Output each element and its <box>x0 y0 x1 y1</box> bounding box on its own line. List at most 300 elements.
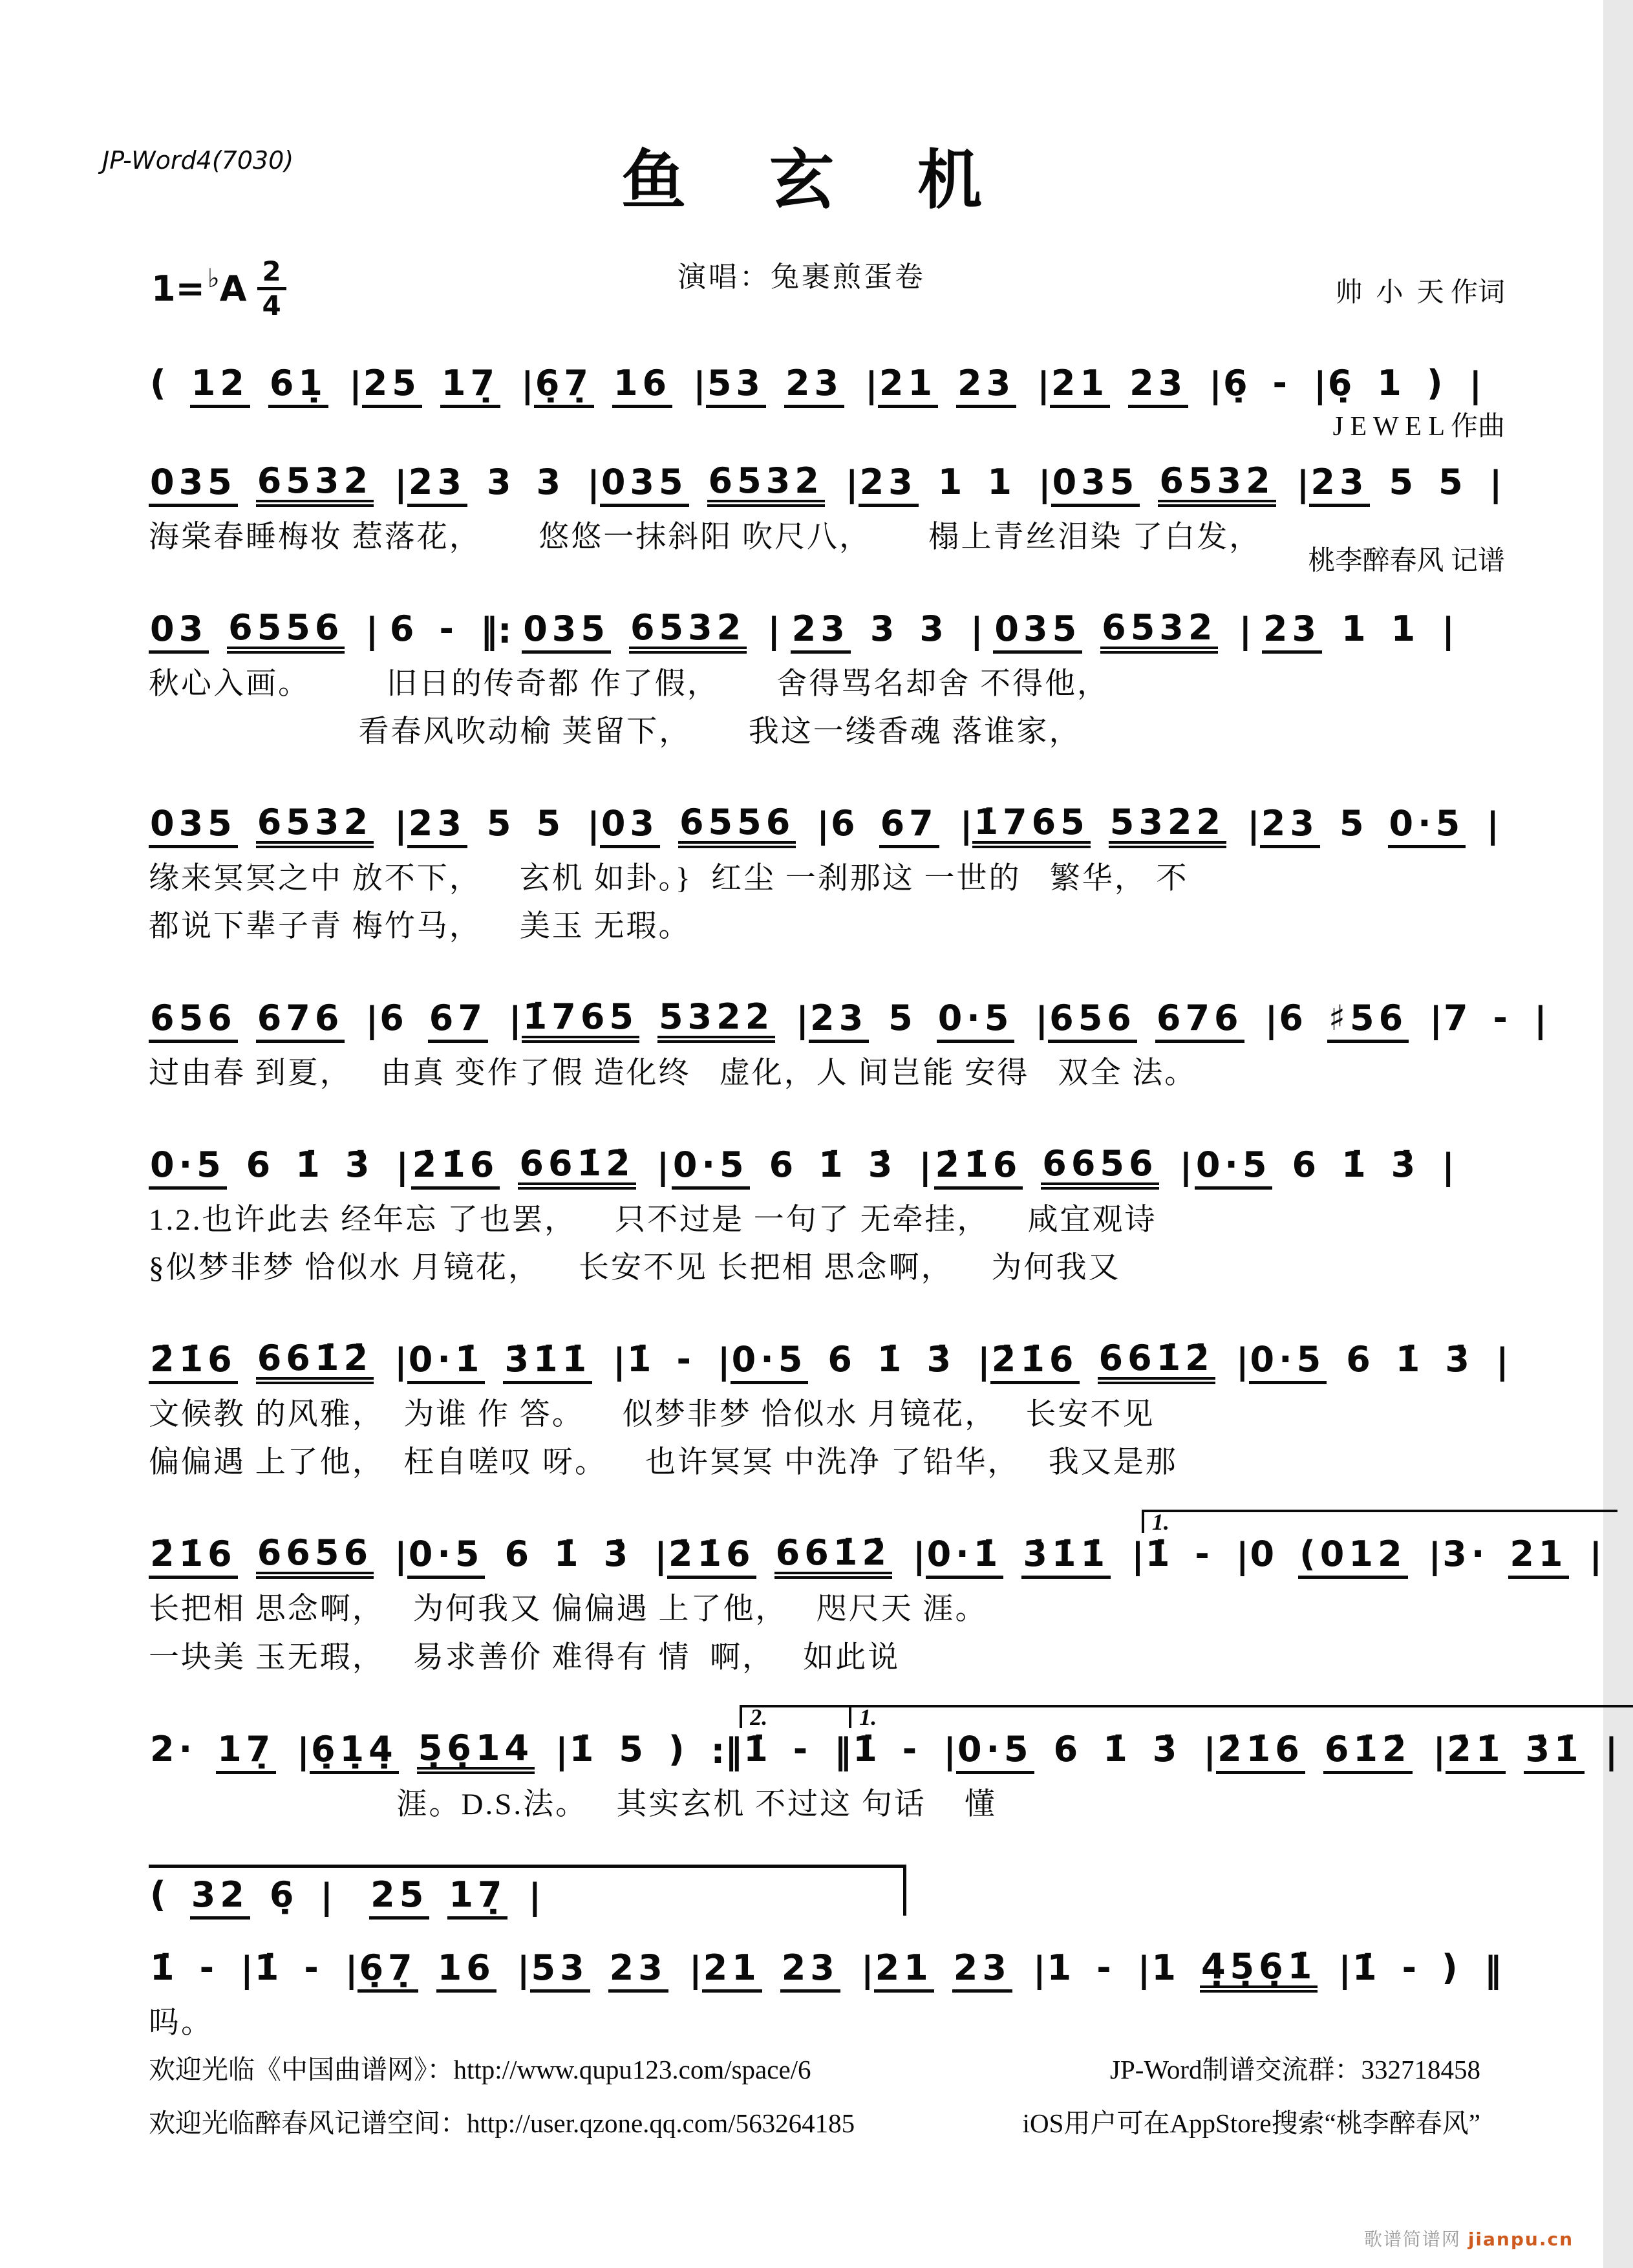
measure <box>149 1506 407 1579</box>
note-group: 661̇2̇ <box>518 1146 635 1190</box>
measure <box>362 336 534 408</box>
flat-sign-icon: ♭ <box>207 263 220 294</box>
barline: | <box>1032 1949 1046 1990</box>
note-group: 035 <box>993 612 1082 654</box>
barline: | <box>860 1949 874 1990</box>
note-group: 23 <box>956 366 1016 408</box>
lyric-line: 偏偏遇 上了他， 枉自嗟叹 呀。 也许冥冥 中洗净 了铅华， 我又是那 <box>149 1446 1178 1480</box>
note-group: 17̣ <box>216 1732 276 1774</box>
note-group: 5 <box>486 803 516 844</box>
measure <box>310 1701 568 1774</box>
note-group: 23 <box>791 612 851 654</box>
note-group: - <box>902 1728 922 1770</box>
measure <box>149 1702 310 1774</box>
note-group: 17̣ <box>440 366 500 408</box>
note-group: 3 <box>919 608 948 650</box>
note-group: 23 <box>407 465 467 507</box>
score-system <box>149 1920 1502 2040</box>
barline: | <box>508 1000 522 1041</box>
note-group: 3̇ <box>926 1339 956 1380</box>
note-group: 035 <box>1051 465 1140 507</box>
measure <box>411 1117 670 1190</box>
measure <box>1260 776 1499 848</box>
score-system <box>149 775 1499 944</box>
note-group: 5 <box>1438 462 1468 502</box>
note-group: 53 <box>530 1951 590 1993</box>
note-group: 6 <box>1346 1339 1375 1380</box>
barline: | <box>943 1730 956 1771</box>
barline: | <box>796 1000 809 1041</box>
barline: | <box>919 1146 932 1188</box>
note-group: 6 <box>1279 998 1308 1039</box>
measure <box>378 971 521 1043</box>
note-group: 6 <box>389 608 419 650</box>
measure <box>972 775 1259 848</box>
lyric-line: 过由春 到夏， 由真 变作了假 造化终 虚化，人 间岂能 安得 双全 法。 <box>149 1056 1197 1091</box>
site-watermark <box>1364 2225 1574 2251</box>
composer-credit: J E W E L 作曲 <box>1332 412 1505 442</box>
note-group: - <box>439 608 458 650</box>
note-group: 1̇ <box>1145 1534 1175 1575</box>
barline: | <box>1442 610 1455 652</box>
barline: :‖ <box>710 1730 743 1771</box>
note-group: 2̇1̇6 <box>149 1537 238 1579</box>
note-group: 21 <box>1050 366 1110 408</box>
measure <box>407 1507 667 1579</box>
note-group: 676 <box>256 1001 345 1043</box>
measure <box>1262 582 1455 654</box>
note-group: 21 <box>878 366 938 408</box>
measure <box>667 1506 926 1579</box>
barline: | <box>1179 1146 1193 1188</box>
note-group: 2̇1̇6 <box>411 1148 500 1190</box>
key-signature <box>151 257 286 320</box>
note-group: 6 <box>379 998 409 1039</box>
barline: | <box>970 610 983 652</box>
note-group: 0·5 <box>672 1148 750 1190</box>
note-group: 5322 <box>1109 805 1226 848</box>
barline: | <box>845 464 859 504</box>
lyric-line: 缘来冥冥之中 放不下， 玄机 如卦。} 红尘 一刹那这 一世的 繁华， 不 <box>149 862 1189 896</box>
note-group: 6 <box>831 803 860 844</box>
note-group: 1̇ <box>853 1728 882 1770</box>
measure <box>706 336 878 408</box>
note-group: 1 <box>1377 363 1406 403</box>
measure <box>600 434 859 507</box>
note-group: 3̇1̇ <box>1524 1732 1584 1774</box>
note-group: 0·5 <box>1388 806 1466 848</box>
note-group: 6656 <box>1041 1146 1158 1190</box>
note-group: - <box>1493 998 1512 1039</box>
note-group: 3̇ <box>868 1144 897 1186</box>
barline: | <box>693 365 706 405</box>
note-group: 3̇1̇1̇ <box>503 1342 592 1384</box>
note-line <box>149 1311 1509 1384</box>
singer-line: 演唱：兔裹煎蛋卷 <box>678 261 926 293</box>
measure <box>731 1312 990 1384</box>
measure <box>926 1507 1144 1579</box>
barline: ‖ <box>834 1730 852 1771</box>
barline: | <box>656 1146 670 1188</box>
note-group: 7 <box>1443 998 1473 1039</box>
lyric-line: 1.2.也许此去 经年忘 了也罢， 只不过是 一句了 无牵挂， 咸宜观诗 <box>149 1203 1157 1237</box>
measure <box>253 1921 358 1993</box>
footer-qzone-link: 欢迎光临醉春风记谱空间：http://user.qzone.qq.com/563264185 <box>149 2108 855 2138</box>
note-group: 2̇1̇6 <box>990 1342 1080 1384</box>
note-group: 67 <box>428 1001 488 1043</box>
note-line <box>149 1117 1455 1190</box>
barline: | <box>1035 1000 1049 1041</box>
footer <box>149 2048 1480 2156</box>
meter-numerator: 2 <box>257 257 286 290</box>
barline: ‖: <box>480 610 512 652</box>
measure <box>149 1921 253 1993</box>
barline: | <box>365 1000 379 1041</box>
note-group: 1 <box>937 462 967 502</box>
note-group: 23 <box>809 1001 869 1043</box>
barline: | <box>1489 464 1502 504</box>
barline: | <box>1313 365 1327 405</box>
measure <box>1351 1921 1502 1993</box>
measure <box>859 435 1051 507</box>
song-title: 鱼 玄 机 <box>621 145 1016 217</box>
note-group: 17̣ <box>447 1878 507 1920</box>
barline: | <box>394 464 407 504</box>
barline: | <box>1338 1949 1351 1990</box>
note-group: 1̇ <box>1103 1728 1132 1770</box>
barline: | <box>865 365 878 405</box>
barline: | <box>1428 1535 1442 1577</box>
note-line <box>149 970 1547 1043</box>
score-system <box>149 336 1482 408</box>
note-group: 23 <box>952 1951 1012 1993</box>
footer-qq-group: JP-Word制谱交流群：332718458 <box>1110 2055 1480 2084</box>
note-group: 1̇ <box>569 1728 599 1770</box>
note-group: 6532 <box>629 610 747 654</box>
measure <box>600 775 829 848</box>
note-group: 6 <box>1292 1144 1321 1186</box>
note-group: 6̣7̣ <box>534 366 594 408</box>
measure <box>358 1921 529 1993</box>
barline: | <box>517 1949 530 1990</box>
measure <box>1050 336 1222 408</box>
measure <box>530 1921 702 1993</box>
measure <box>993 581 1252 654</box>
barline: | <box>1203 1730 1217 1771</box>
note-group: - <box>1272 363 1292 403</box>
note-group: 1̇765 <box>972 805 1090 848</box>
note-group: 1̇ <box>554 1534 583 1575</box>
measure <box>149 581 378 654</box>
score-system <box>149 970 1547 1091</box>
note-group: 16 <box>436 1951 496 1993</box>
note-group: 0·1̇ <box>926 1537 1004 1579</box>
measure <box>702 1921 874 1993</box>
note-group: ♯56 <box>1327 1001 1409 1043</box>
measure <box>522 970 809 1043</box>
note-group: 0·5 <box>1249 1342 1327 1384</box>
measure <box>672 1118 932 1190</box>
barline: | <box>1235 1341 1249 1382</box>
note-group: 23 <box>407 806 467 848</box>
note-group: 3̇ <box>1445 1339 1474 1380</box>
measure <box>791 582 983 654</box>
barline: | <box>1486 805 1499 846</box>
measure <box>522 581 780 654</box>
barline: | <box>1239 610 1252 652</box>
note-group: 6532 <box>256 464 374 507</box>
note-group: 6̣7̣ <box>358 1951 418 1993</box>
volta-label: 2. <box>750 1704 768 1730</box>
measure <box>389 582 512 654</box>
measure <box>149 434 407 507</box>
barline: | <box>959 805 973 846</box>
score-system <box>149 1506 1603 1674</box>
measure <box>1249 1507 1442 1579</box>
note-group: 2̇1̇6 <box>149 1342 238 1384</box>
note-line <box>149 581 1455 654</box>
note-group: 2̇1̇6 <box>934 1148 1023 1190</box>
watermark-domain: jianpu.cn <box>1468 2229 1574 2250</box>
note-group: 656 <box>1048 1001 1137 1043</box>
barline: | <box>654 1535 667 1577</box>
note-group: 035 <box>600 465 689 507</box>
transcriber-credit: 桃李醉春风 记谱 <box>1308 546 1505 577</box>
note-group: 23 <box>608 1951 668 1993</box>
note-group: 1̇ <box>1352 1947 1382 1988</box>
barline: | <box>240 1949 253 1990</box>
note-group: 6656 <box>256 1535 374 1579</box>
volta-label: 1. <box>859 1704 877 1730</box>
measure <box>1051 434 1310 507</box>
key-prefix: 1= <box>151 268 205 310</box>
score <box>149 336 1618 2066</box>
note-group: 6556 <box>678 805 796 848</box>
note-group: 1 <box>987 462 1016 502</box>
measure <box>369 1848 541 1920</box>
score-system <box>149 581 1455 749</box>
note-group: 3̇ <box>1391 1144 1420 1186</box>
note-group: - <box>1195 1534 1214 1575</box>
measure <box>809 971 1048 1043</box>
note-group: 1̇ <box>150 1947 179 1988</box>
barline: | <box>1433 1730 1446 1771</box>
barline: | <box>1533 1000 1547 1041</box>
footer-row <box>149 2048 1480 2086</box>
note-group: 0·5 <box>407 1537 486 1579</box>
measure <box>407 435 600 507</box>
measure <box>1150 1920 1351 1993</box>
note-group: 1̇ <box>818 1144 848 1186</box>
measure <box>407 1312 626 1384</box>
barline: | <box>396 1146 409 1188</box>
measure <box>1216 1702 1446 1774</box>
note-line <box>149 434 1502 507</box>
note-group: 5 <box>888 998 917 1039</box>
volta-label: 1. <box>1151 1509 1169 1535</box>
note-group: 0·5 <box>149 1148 227 1190</box>
barline: | <box>555 1730 568 1771</box>
note-group: 1̇ <box>1395 1339 1425 1380</box>
measure <box>829 776 972 848</box>
measure <box>956 1702 1216 1774</box>
note-group: 3 <box>870 608 899 650</box>
measure <box>742 1702 851 1774</box>
note-group: 21 <box>702 1951 762 1993</box>
note-group: 6 <box>769 1144 798 1186</box>
note-group: 12 <box>190 366 250 408</box>
note-group: 3· <box>1442 1534 1489 1575</box>
note-group: 2̇1̇ <box>1446 1732 1506 1774</box>
note-group: 661̇2̇ <box>774 1535 892 1579</box>
lyricist-credit: 帅 小 天 作词 <box>1335 277 1505 308</box>
barline: | <box>394 1535 407 1577</box>
footer-appstore-note: iOS用户可在AppStore搜索“桃李醉春风” <box>1022 2108 1480 2138</box>
barline: | <box>816 805 829 846</box>
measure <box>1442 971 1547 1043</box>
measure <box>1046 1921 1151 1993</box>
note-group: 3̇ <box>1152 1728 1182 1770</box>
note-group: 03 <box>600 806 660 848</box>
barline: | <box>297 1730 310 1771</box>
note-group: 1 <box>1341 608 1371 650</box>
note-group: 6̣ <box>269 1874 299 1915</box>
barline: | <box>1137 1949 1151 1990</box>
note-group: 0·5 <box>1195 1148 1273 1190</box>
note-group: 21 <box>874 1951 934 1993</box>
note-group: 5 <box>536 803 566 844</box>
generator-label: JP-Word4(7030) <box>102 146 294 175</box>
note-group: 1̇765 <box>522 1000 639 1043</box>
note-group: 23 <box>780 1951 840 1993</box>
note-group: 2̇1̇6 <box>1216 1732 1305 1774</box>
barline: | <box>1605 1730 1618 1771</box>
barline: | <box>1247 805 1260 846</box>
note-group: 23 <box>1262 612 1322 654</box>
measure <box>1195 1118 1455 1190</box>
barline: | <box>345 1949 358 1990</box>
measure <box>534 336 706 408</box>
note-group: 23 <box>859 465 919 507</box>
barline: | <box>1296 464 1310 504</box>
note-group: 67 <box>879 806 939 848</box>
note-group: 23 <box>1309 465 1369 507</box>
note-group: 6532 <box>1100 610 1218 654</box>
note-group: 25 <box>362 366 422 408</box>
score-system <box>149 1701 1618 1822</box>
measure <box>934 1117 1193 1190</box>
measure <box>1327 336 1482 408</box>
note-group: 676 <box>1155 1001 1244 1043</box>
measure <box>874 1921 1046 1993</box>
note-group: 1̇ <box>295 1144 325 1186</box>
barline: | <box>1495 1341 1509 1382</box>
lyric-line: 看春风吹动榆 荚留下， 我这一缕香魂 落谁家， <box>149 715 1082 749</box>
measure <box>878 336 1050 408</box>
barline: | <box>1442 1146 1455 1188</box>
barline: | <box>1235 1535 1249 1577</box>
measure <box>149 775 407 848</box>
note-group: 3 <box>536 462 566 502</box>
note-group: - <box>304 1947 323 1988</box>
measure <box>149 1848 333 1920</box>
measure <box>149 1311 407 1384</box>
note-group: 661̇2̇ <box>1098 1341 1215 1384</box>
note-group: 3̇ <box>603 1534 633 1575</box>
meter-denominator: 4 <box>262 290 281 322</box>
barline: | <box>365 610 379 652</box>
measure <box>407 776 600 848</box>
note-group: 0·5 <box>956 1732 1034 1774</box>
note-group: 3̇ <box>345 1144 374 1186</box>
lyric-line: 文候教 的风雅， 为谁 作 答。 似梦非梦 恰似水 月镜花， 长安不见 <box>149 1398 1155 1432</box>
note-group: 4̣5̣6̣1̇ <box>1200 1949 1318 1993</box>
lyric-line: 都说下辈子青 梅竹马， 美玉 无瑕。 <box>149 910 691 944</box>
note-group: 1̇ <box>626 1339 656 1380</box>
measure <box>1048 971 1277 1043</box>
note-line <box>149 1506 1603 1579</box>
note-group: 661̇2̇ <box>256 1341 374 1384</box>
measure <box>149 336 362 408</box>
lyric-line: 一块美 玉无瑕， 易求善价 难得有 情 啊， 如此说 <box>149 1640 901 1674</box>
watermark-site-name: 歌谱简谱网 <box>1363 2229 1468 2250</box>
footer-qupu-link: 欢迎光临《中国曲谱网》：http://www.qupu123.com/space/6 <box>149 2055 811 2084</box>
barline: | <box>587 464 600 504</box>
time-signature <box>257 257 286 320</box>
measure <box>1249 1312 1509 1384</box>
barline: | <box>394 805 407 846</box>
score-system <box>149 1117 1455 1285</box>
note-group: 5322 <box>657 1000 775 1043</box>
note-group: 21 <box>1508 1537 1568 1579</box>
note-group: - <box>199 1947 219 1988</box>
measure <box>990 1311 1249 1384</box>
barline: | <box>394 1341 407 1382</box>
measure <box>568 1702 742 1774</box>
note-line <box>149 1701 1618 1774</box>
note-line <box>149 775 1499 848</box>
note-group: 6̣1̣4̣ <box>310 1732 399 1774</box>
lyric-line: 秋心入画。 旧日的传奇都 作了假， 舍得骂名却舍 不得他， <box>149 667 1109 701</box>
score-system <box>149 1848 1455 1920</box>
note-group: 25 <box>369 1878 429 1920</box>
note-line <box>149 1920 1502 1993</box>
lyric-line: 涯。D.S.法。 其实玄机 不过这 句话 懂 <box>149 1787 997 1821</box>
note-group: 6556 <box>227 610 345 654</box>
barline: | <box>1037 365 1050 405</box>
barline: | <box>717 1341 731 1382</box>
note-group: 5 <box>1339 803 1369 844</box>
note-group: 6532 <box>707 464 825 507</box>
note-group: 23 <box>1260 806 1320 848</box>
note-group: 1 <box>1047 1947 1076 1988</box>
note-group: 5 <box>619 1728 648 1770</box>
note-group: 5 <box>1389 462 1418 502</box>
lyric-line: 吗。 <box>149 2006 213 2040</box>
note-group: 53 <box>706 366 766 408</box>
measure <box>626 1312 731 1384</box>
note-group: 035 <box>149 806 238 848</box>
lyric-line: §似梦非梦 恰似水 月镜花， 长安不见 长把相 思念啊， 为何我又 <box>149 1251 1121 1285</box>
barline: | <box>767 610 780 652</box>
barline: | <box>521 365 534 405</box>
barline: | <box>912 1535 926 1577</box>
measure <box>1446 1702 1617 1774</box>
note-group: ( <box>150 1874 171 1915</box>
barline: | <box>320 1876 334 1917</box>
measure <box>1309 435 1502 507</box>
barline: | <box>1131 1535 1144 1577</box>
